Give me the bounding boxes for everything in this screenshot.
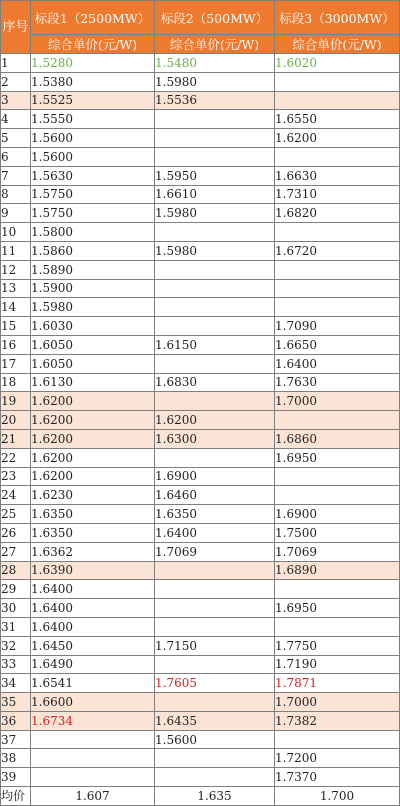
col2-price: 1.6400 bbox=[155, 523, 275, 542]
col3-price: 1.7630 bbox=[275, 373, 400, 392]
col1-price: 1.5800 bbox=[31, 223, 155, 242]
table-row bbox=[1, 279, 400, 298]
col1-price: 1.5750 bbox=[31, 185, 155, 204]
col2-title: 标段2（500MW） bbox=[155, 1, 275, 35]
row-index: 36 bbox=[1, 711, 31, 730]
col2-price bbox=[155, 147, 275, 166]
col1-price bbox=[31, 768, 155, 787]
row-index: 6 bbox=[1, 147, 31, 166]
row-index: 1 bbox=[1, 54, 31, 73]
col2-price: 1.6610 bbox=[155, 185, 275, 204]
col3-price: 1.7000 bbox=[275, 693, 400, 712]
table-row bbox=[1, 110, 400, 129]
col2-price: 1.6460 bbox=[155, 486, 275, 505]
row-index: 32 bbox=[1, 636, 31, 655]
col3-price: 1.7200 bbox=[275, 749, 400, 768]
col1-price bbox=[31, 730, 155, 749]
col2-price: 1.6900 bbox=[155, 467, 275, 486]
row-index: 22 bbox=[1, 448, 31, 467]
col1-price: 1.6350 bbox=[31, 505, 155, 524]
row-index: 27 bbox=[1, 542, 31, 561]
table-row bbox=[1, 411, 400, 430]
col2-price bbox=[155, 317, 275, 336]
col1-price: 1.6600 bbox=[31, 693, 155, 712]
row-index: 26 bbox=[1, 523, 31, 542]
col1-price: 1.6400 bbox=[31, 617, 155, 636]
table-row bbox=[1, 166, 400, 185]
col1-price: 1.5630 bbox=[31, 166, 155, 185]
col2-price: 1.5600 bbox=[155, 730, 275, 749]
table-row bbox=[1, 674, 400, 693]
col3-price: 1.7871 bbox=[275, 674, 400, 693]
table-body bbox=[1, 54, 400, 787]
col3-price: 1.6200 bbox=[275, 129, 400, 148]
col1-price: 1.6541 bbox=[31, 674, 155, 693]
row-index: 7 bbox=[1, 166, 31, 185]
col1-title: 标段1（2500MW） bbox=[31, 1, 155, 35]
col3-price: 1.7382 bbox=[275, 711, 400, 730]
average-col2: 1.635 bbox=[155, 787, 275, 806]
average-col3: 1.700 bbox=[275, 787, 400, 806]
col1-price: 1.5525 bbox=[31, 91, 155, 110]
col1-price: 1.5900 bbox=[31, 279, 155, 298]
col3-price bbox=[275, 467, 400, 486]
table-row bbox=[1, 241, 400, 260]
col1-price: 1.6230 bbox=[31, 486, 155, 505]
table-row bbox=[1, 749, 400, 768]
table-row bbox=[1, 260, 400, 279]
table-row bbox=[1, 617, 400, 636]
col2-price bbox=[155, 110, 275, 129]
col1-price: 1.6390 bbox=[31, 561, 155, 580]
col3-price bbox=[275, 298, 400, 317]
col1-price bbox=[31, 749, 155, 768]
col3-price bbox=[275, 260, 400, 279]
table-row bbox=[1, 373, 400, 392]
row-index: 18 bbox=[1, 373, 31, 392]
col3-price bbox=[275, 411, 400, 430]
col1-price: 1.6490 bbox=[31, 655, 155, 674]
col1-price: 1.6734 bbox=[31, 711, 155, 730]
table-row bbox=[1, 91, 400, 110]
col3-price: 1.7190 bbox=[275, 655, 400, 674]
table-row bbox=[1, 298, 400, 317]
table-row bbox=[1, 636, 400, 655]
average-row bbox=[1, 787, 400, 806]
row-index: 9 bbox=[1, 204, 31, 223]
col1-price: 1.5280 bbox=[31, 54, 155, 73]
col2-price bbox=[155, 599, 275, 618]
col2-price bbox=[155, 279, 275, 298]
col2-price bbox=[155, 298, 275, 317]
col3-price: 1.7370 bbox=[275, 768, 400, 787]
table-row bbox=[1, 354, 400, 373]
row-index: 17 bbox=[1, 354, 31, 373]
col3-price: 1.6400 bbox=[275, 354, 400, 373]
row-index: 5 bbox=[1, 129, 31, 148]
col2-price bbox=[155, 448, 275, 467]
col3-price: 1.7090 bbox=[275, 317, 400, 336]
col3-price: 1.6650 bbox=[275, 335, 400, 354]
table-row bbox=[1, 185, 400, 204]
table-row bbox=[1, 655, 400, 674]
col2-subtitle: 综合单价(元/W) bbox=[155, 35, 275, 54]
col3-price: 1.7310 bbox=[275, 185, 400, 204]
col2-price bbox=[155, 561, 275, 580]
col3-price: 1.6860 bbox=[275, 429, 400, 448]
col3-price bbox=[275, 279, 400, 298]
col1-price: 1.5600 bbox=[31, 129, 155, 148]
col1-price: 1.6350 bbox=[31, 523, 155, 542]
col1-price: 1.6130 bbox=[31, 373, 155, 392]
row-index: 14 bbox=[1, 298, 31, 317]
col2-price: 1.7069 bbox=[155, 542, 275, 561]
col1-price: 1.6050 bbox=[31, 335, 155, 354]
col1-price: 1.5550 bbox=[31, 110, 155, 129]
col2-price bbox=[155, 617, 275, 636]
row-index: 13 bbox=[1, 279, 31, 298]
col1-price: 1.5980 bbox=[31, 298, 155, 317]
col3-price: 1.7500 bbox=[275, 523, 400, 542]
col2-price bbox=[155, 749, 275, 768]
table-row bbox=[1, 561, 400, 580]
table-row bbox=[1, 486, 400, 505]
col3-price: 1.7750 bbox=[275, 636, 400, 655]
table-row bbox=[1, 72, 400, 91]
col1-price: 1.6050 bbox=[31, 354, 155, 373]
col1-price: 1.6200 bbox=[31, 411, 155, 430]
row-index: 29 bbox=[1, 580, 31, 599]
col3-price bbox=[275, 617, 400, 636]
table-row bbox=[1, 335, 400, 354]
col2-price: 1.5536 bbox=[155, 91, 275, 110]
row-index: 4 bbox=[1, 110, 31, 129]
col3-price bbox=[275, 730, 400, 749]
col1-price: 1.5890 bbox=[31, 260, 155, 279]
table-row bbox=[1, 204, 400, 223]
average-col1: 1.607 bbox=[31, 787, 155, 806]
col3-price bbox=[275, 91, 400, 110]
col3-price bbox=[275, 580, 400, 599]
row-index: 2 bbox=[1, 72, 31, 91]
col1-price: 1.5860 bbox=[31, 241, 155, 260]
col1-price: 1.6400 bbox=[31, 580, 155, 599]
row-index: 33 bbox=[1, 655, 31, 674]
col3-price: 1.6890 bbox=[275, 561, 400, 580]
row-index: 30 bbox=[1, 599, 31, 618]
col1-price: 1.6200 bbox=[31, 429, 155, 448]
col1-price: 1.5750 bbox=[31, 204, 155, 223]
col3-price: 1.6550 bbox=[275, 110, 400, 129]
col2-price: 1.6200 bbox=[155, 411, 275, 430]
col1-price: 1.6200 bbox=[31, 448, 155, 467]
table-row bbox=[1, 542, 400, 561]
col2-price: 1.6350 bbox=[155, 505, 275, 524]
table-row bbox=[1, 505, 400, 524]
col2-price bbox=[155, 655, 275, 674]
col2-price: 1.6830 bbox=[155, 373, 275, 392]
col1-price: 1.6450 bbox=[31, 636, 155, 655]
row-index: 20 bbox=[1, 411, 31, 430]
table-row bbox=[1, 223, 400, 242]
row-index: 23 bbox=[1, 467, 31, 486]
col3-subtitle: 综合单价(元/W) bbox=[275, 35, 400, 54]
average-label: 均价 bbox=[1, 787, 31, 806]
table-row bbox=[1, 580, 400, 599]
col3-price bbox=[275, 223, 400, 242]
col2-price bbox=[155, 392, 275, 411]
col3-price: 1.6020 bbox=[275, 54, 400, 73]
table-row bbox=[1, 448, 400, 467]
table-row bbox=[1, 768, 400, 787]
col3-price bbox=[275, 486, 400, 505]
col1-price: 1.6200 bbox=[31, 467, 155, 486]
col3-price bbox=[275, 72, 400, 91]
col1-subtitle: 综合单价(元/W) bbox=[31, 35, 155, 54]
col3-price: 1.6720 bbox=[275, 241, 400, 260]
col2-price bbox=[155, 354, 275, 373]
table-row bbox=[1, 693, 400, 712]
col3-price: 1.6900 bbox=[275, 505, 400, 524]
row-index: 8 bbox=[1, 185, 31, 204]
col1-price: 1.5380 bbox=[31, 72, 155, 91]
col1-price: 1.6362 bbox=[31, 542, 155, 561]
table-row bbox=[1, 317, 400, 336]
row-index: 15 bbox=[1, 317, 31, 336]
col3-price: 1.7069 bbox=[275, 542, 400, 561]
table-row bbox=[1, 392, 400, 411]
col2-price: 1.5480 bbox=[155, 54, 275, 73]
col2-price: 1.5980 bbox=[155, 241, 275, 260]
col1-price: 1.6400 bbox=[31, 599, 155, 618]
col2-price bbox=[155, 580, 275, 599]
col1-price: 1.6030 bbox=[31, 317, 155, 336]
col3-price bbox=[275, 147, 400, 166]
table-row bbox=[1, 429, 400, 448]
col2-price bbox=[155, 768, 275, 787]
col2-price bbox=[155, 223, 275, 242]
col2-price: 1.6435 bbox=[155, 711, 275, 730]
row-index: 35 bbox=[1, 693, 31, 712]
col3-price: 1.6820 bbox=[275, 204, 400, 223]
row-index: 38 bbox=[1, 749, 31, 768]
header-row-subtitles bbox=[1, 35, 400, 54]
row-index: 24 bbox=[1, 486, 31, 505]
col2-price: 1.7150 bbox=[155, 636, 275, 655]
col2-price: 1.5980 bbox=[155, 72, 275, 91]
row-index: 25 bbox=[1, 505, 31, 524]
table-row bbox=[1, 730, 400, 749]
table-row bbox=[1, 54, 400, 73]
row-index: 11 bbox=[1, 241, 31, 260]
col2-price: 1.7605 bbox=[155, 674, 275, 693]
col3-price: 1.6950 bbox=[275, 599, 400, 618]
row-index: 39 bbox=[1, 768, 31, 787]
col3-price: 1.6630 bbox=[275, 166, 400, 185]
row-index: 37 bbox=[1, 730, 31, 749]
row-index: 3 bbox=[1, 91, 31, 110]
col2-price bbox=[155, 693, 275, 712]
table-row bbox=[1, 523, 400, 542]
table-row bbox=[1, 129, 400, 148]
col2-price: 1.6150 bbox=[155, 335, 275, 354]
col3-price: 1.6950 bbox=[275, 448, 400, 467]
index-header: 序号 bbox=[1, 1, 31, 54]
col1-price: 1.6200 bbox=[31, 392, 155, 411]
table-row bbox=[1, 467, 400, 486]
col2-price bbox=[155, 129, 275, 148]
col2-price: 1.5950 bbox=[155, 166, 275, 185]
table-row bbox=[1, 711, 400, 730]
col3-price: 1.7000 bbox=[275, 392, 400, 411]
row-index: 31 bbox=[1, 617, 31, 636]
row-index: 21 bbox=[1, 429, 31, 448]
col2-price: 1.5980 bbox=[155, 204, 275, 223]
row-index: 16 bbox=[1, 335, 31, 354]
row-index: 12 bbox=[1, 260, 31, 279]
col3-title: 标段3（3000MW） bbox=[275, 1, 400, 35]
table-row bbox=[1, 599, 400, 618]
col1-price: 1.5600 bbox=[31, 147, 155, 166]
header-row-titles bbox=[1, 1, 400, 35]
row-index: 28 bbox=[1, 561, 31, 580]
col2-price bbox=[155, 260, 275, 279]
table-row bbox=[1, 147, 400, 166]
row-index: 34 bbox=[1, 674, 31, 693]
row-index: 10 bbox=[1, 223, 31, 242]
col2-price: 1.6300 bbox=[155, 429, 275, 448]
row-index: 19 bbox=[1, 392, 31, 411]
